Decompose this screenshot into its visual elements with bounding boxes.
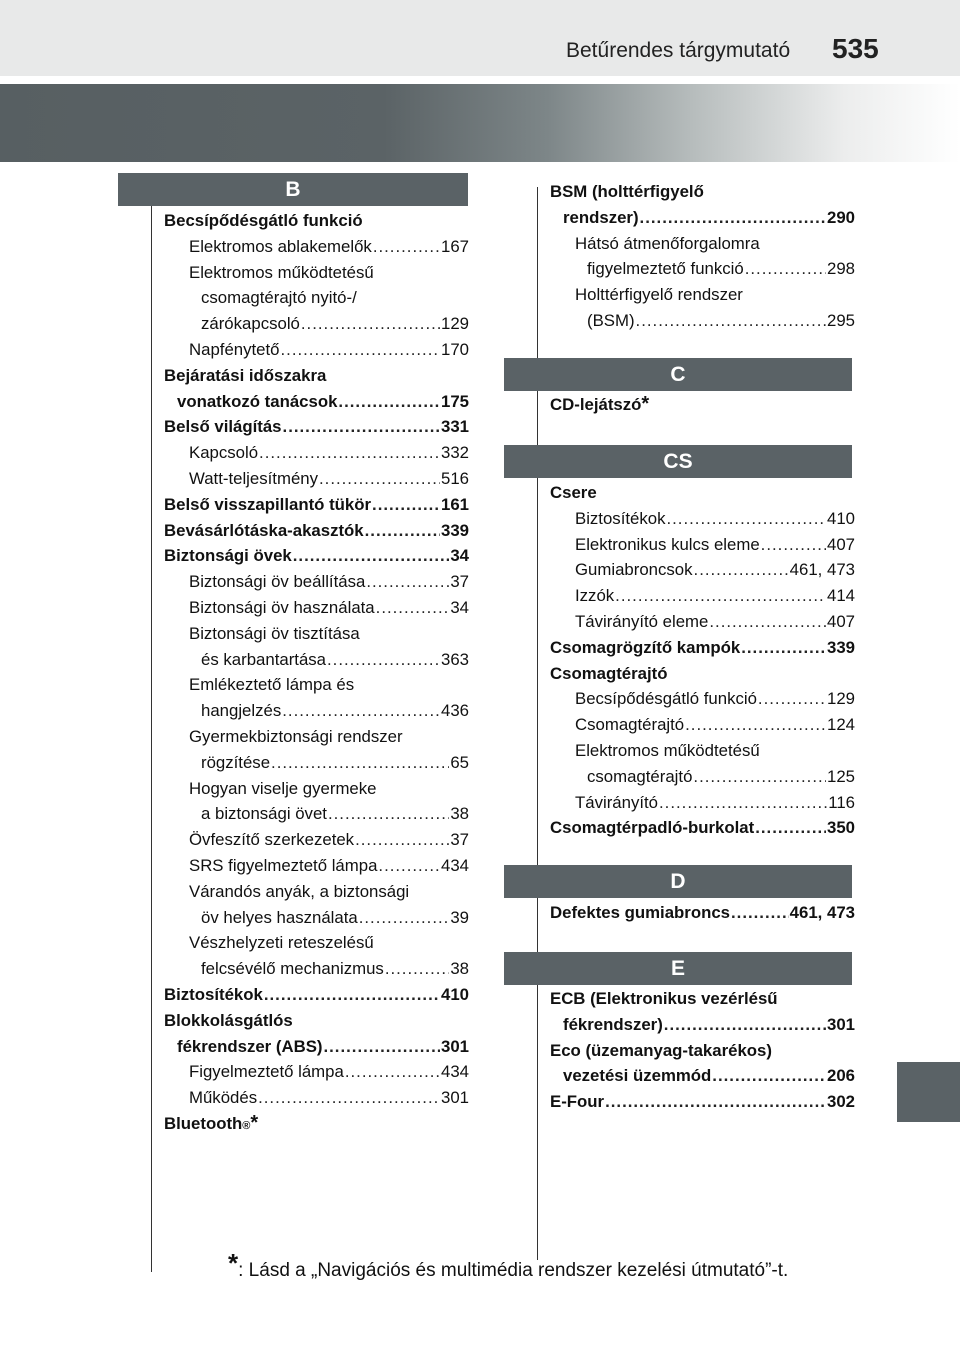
entry-page-ref: 434 (441, 855, 469, 875)
index-entry (164, 285, 469, 311)
column-divider-line (537, 187, 538, 1260)
entry-page-ref: 206 (827, 1066, 855, 1086)
index-column-c (550, 392, 855, 418)
index-entry (164, 956, 469, 982)
index-entry (550, 583, 855, 609)
dot-leader (745, 256, 826, 282)
dot-leader (283, 414, 440, 440)
entry-term: Bevásárlótáska-akasztók (164, 520, 364, 540)
entry-page-ref: 414 (827, 586, 855, 606)
index-entry (164, 260, 469, 286)
entry-term: és karbantartása (201, 649, 326, 669)
entry-page-ref: 161 (441, 494, 469, 514)
entry-term: fékrendszer (ABS) (177, 1036, 323, 1056)
section-letter-cs: CS (504, 445, 852, 478)
entry-term: Vészhelyzeti reteszelésű (189, 933, 374, 953)
dot-leader (758, 686, 826, 712)
entry-term: Blokkolásgátlós (164, 1010, 293, 1030)
dot-leader (636, 308, 826, 334)
index-entry (550, 308, 855, 334)
entry-term: Övfeszítő szerkezetek (189, 830, 355, 850)
entry-page-ref: 332 (441, 443, 469, 463)
entry-page-ref: 34 (450, 597, 469, 617)
dot-leader (741, 635, 826, 661)
index-entry (164, 363, 469, 389)
footnote (228, 1248, 789, 1284)
index-entry (164, 337, 469, 363)
index-entry (550, 1063, 855, 1089)
dot-leader (640, 205, 826, 231)
entry-term: Becsípődésgátló funkció (164, 211, 363, 230)
page-number: 535 (832, 33, 879, 64)
dot-leader (328, 801, 449, 827)
entry-page-ref: 331 (441, 417, 469, 437)
index-entry (550, 738, 855, 764)
entry-term: Várandós anyák, a biztonsági (189, 881, 410, 901)
entry-term: Bejáratási időszakra (164, 365, 327, 385)
entry-term: BSM (holttérfigyelő (550, 182, 704, 201)
entry-term: Biztosítékok (164, 984, 263, 1004)
entry-page-ref: 339 (827, 637, 855, 657)
index-column-d (550, 900, 855, 926)
entry-term: rendszer) (563, 207, 639, 227)
dot-leader (372, 492, 440, 518)
dot-leader (659, 790, 827, 816)
section-letter-d: D (504, 865, 852, 898)
entry-term: Csomagrögzítő kampók (550, 637, 741, 657)
left-margin-line (151, 187, 152, 1272)
entry-page-ref: 116 (828, 792, 855, 812)
entry-term: Csomagtérajtó (575, 715, 685, 735)
dot-leader (359, 905, 450, 931)
entry-term: Gyermekbiztonsági rendszer (189, 726, 403, 746)
entry-page-ref: 298 (827, 259, 855, 279)
index-entry (550, 179, 855, 205)
dot-leader (761, 532, 826, 558)
index-entry (164, 1008, 469, 1034)
entry-page-ref: 461, 473 (789, 560, 855, 580)
entry-page-ref: 37 (450, 830, 469, 850)
index-entry (550, 231, 855, 257)
entry-term: Biztonsági öv beállítása (189, 572, 366, 592)
index-column-bsm (550, 179, 855, 334)
entry-page-ref: 350 (827, 818, 855, 838)
entry-term: Hogyan viselje gyermeke (189, 778, 377, 798)
section-letter-e: E (504, 952, 852, 985)
index-entry (164, 1034, 469, 1060)
index-entry (550, 1012, 855, 1038)
index-entry (164, 1059, 469, 1085)
entry-page-ref: 129 (441, 314, 469, 334)
entry-term: Becsípődésgátló funkció (575, 689, 757, 709)
entry-term: zárókapcsoló (201, 314, 300, 334)
index-entry (164, 543, 469, 569)
index-entry (550, 256, 855, 282)
index-entry (164, 982, 469, 1008)
entry-page-ref: 65 (450, 752, 469, 772)
entry-term: Hátsó átmenőforgalomra (575, 233, 760, 253)
index-entry (164, 698, 469, 724)
index-entry (164, 750, 469, 776)
index-entry (550, 609, 855, 635)
decorative-banner (0, 84, 960, 162)
entry-term: Elektronikus kulcs eleme (575, 534, 760, 554)
entry-term: Watt-teljesítmény (189, 468, 318, 488)
section-letter-c: C (504, 358, 852, 391)
entry-term: öv helyes használata (201, 907, 358, 927)
entry-page-ref: 37 (450, 572, 469, 592)
index-entry (164, 234, 469, 260)
header-bar (0, 0, 960, 76)
entry-page-ref: 410 (827, 508, 855, 528)
entry-page-ref: 301 (441, 1088, 469, 1108)
entry-term: Biztonsági övek (164, 546, 292, 566)
dot-leader (666, 506, 826, 532)
dot-leader (385, 956, 450, 982)
dot-leader (271, 750, 449, 776)
entry-term: Gumiabroncsok (575, 560, 693, 580)
index-entry (550, 532, 855, 558)
index-entry (164, 879, 469, 905)
section-letter-b: B (118, 173, 468, 206)
index-entry (164, 440, 469, 466)
entry-page-ref: 170 (441, 339, 469, 359)
dot-leader (731, 900, 789, 926)
entry-page-ref: 434 (441, 1062, 469, 1082)
index-entry (550, 764, 855, 790)
index-entry (164, 492, 469, 518)
entry-term: Elektromos működtetésű (575, 740, 760, 760)
index-entry: CD-lejátszó * (550, 392, 855, 418)
entry-term: ECB (Elektronikus vezérlésű (550, 989, 778, 1008)
index-entry (164, 905, 469, 931)
entry-term: Működés (189, 1088, 258, 1108)
index-entry (164, 466, 469, 492)
entry-term: Holttérfigyelő rendszer (575, 285, 743, 305)
entry-term: Emlékeztető lámpa és (189, 675, 355, 695)
dot-leader (345, 1059, 440, 1085)
entry-page-ref: 125 (827, 766, 855, 786)
dot-leader (685, 712, 826, 738)
entry-term: Biztonsági öv tisztítása (189, 623, 360, 643)
entry-term: Csomagtérajtó (550, 663, 668, 683)
index-entry (550, 480, 855, 506)
index-entry (164, 311, 469, 337)
dot-leader (366, 569, 449, 595)
index-entry (164, 930, 469, 956)
entry-term: Belső visszapillantó tükör (164, 494, 372, 514)
index-column-cs (550, 480, 855, 841)
dot-leader (376, 595, 450, 621)
dot-leader (605, 1089, 826, 1115)
index-entry (164, 1085, 469, 1111)
index-entry (550, 900, 855, 926)
dot-leader (755, 815, 826, 841)
section-tab-marker (897, 1062, 960, 1122)
dot-leader (378, 853, 440, 879)
dot-leader (259, 440, 440, 466)
dot-leader (712, 1063, 826, 1089)
index-entry (164, 518, 469, 544)
index-entry (164, 776, 469, 802)
index-entry (550, 1038, 855, 1064)
entry-term: CD-lejátszó (550, 395, 642, 414)
entry-term: Távirányító eleme (575, 611, 709, 631)
footnote-star: * (228, 1248, 239, 1278)
index-entry (550, 282, 855, 308)
index-column-b (164, 208, 469, 1137)
index-entry (550, 506, 855, 532)
entry-term: fékrendszer) (563, 1014, 663, 1034)
entry-term: rögzítése (201, 752, 271, 772)
footnote-text: : Lásd a „Navigációs és multimédia rendszer kezelési útmutató”-t. (238, 1260, 789, 1281)
index-entry (164, 853, 469, 879)
page-title: Betűrendes tárgymutató (566, 39, 791, 62)
dot-leader (373, 234, 440, 260)
index-column-e (550, 986, 855, 1115)
entry-term: Izzók (575, 586, 615, 606)
entry-term: Defektes gumiabroncs (550, 903, 730, 922)
entry-page-ref: 407 (827, 611, 855, 631)
entry-term: Napfénytető (189, 339, 280, 359)
index-entry (550, 790, 855, 816)
dot-leader (281, 337, 441, 363)
dot-leader (709, 609, 826, 635)
index-entry (164, 208, 469, 234)
entry-page-ref: 410 (441, 984, 469, 1004)
entry-page-ref: 407 (827, 534, 855, 554)
index-entry (164, 801, 469, 827)
index-entry (550, 986, 855, 1012)
entry-term: Figyelmeztető lámpa (189, 1062, 344, 1082)
entry-page-ref: 302 (827, 1092, 855, 1112)
entry-page-ref: 175 (441, 391, 469, 411)
entry-term: Biztonsági öv használata (189, 597, 375, 617)
entry-page-ref: 436 (441, 701, 469, 721)
entry-term: Biztosítékok (575, 508, 666, 528)
entry-term: Belső világítás (164, 417, 282, 437)
entry-page-ref: 516 (441, 468, 469, 488)
entry-term: vonatkozó tanácsok (177, 391, 338, 411)
dot-leader (258, 1085, 440, 1111)
entry-term: Csere (550, 483, 597, 502)
index-entry (550, 205, 855, 231)
entry-page-ref: 38 (450, 804, 469, 824)
entry-term: E-Four (550, 1092, 605, 1112)
index-entry (550, 635, 855, 661)
index-entry (164, 672, 469, 698)
entry-page-ref: 39 (450, 907, 469, 927)
dot-leader (365, 518, 440, 544)
entry-page-ref: 363 (441, 649, 469, 669)
index-entry (550, 712, 855, 738)
entry-page-ref: 38 (450, 959, 469, 979)
index-entry (550, 1089, 855, 1115)
dot-leader (264, 982, 440, 1008)
dot-leader (319, 466, 440, 492)
entry-page-ref: 129 (827, 689, 855, 709)
entry-term: Csomagtérpadló-burkolat (550, 818, 755, 838)
entry-term: Elektromos ablakemelők (189, 236, 372, 256)
index-entry (550, 661, 855, 687)
index-entry (164, 569, 469, 595)
dot-leader (338, 389, 440, 415)
entry-page-ref: 167 (441, 236, 469, 256)
dot-leader (693, 764, 826, 790)
dot-leader (293, 543, 450, 569)
entry-term: Távirányító (575, 792, 659, 812)
index-entry (164, 647, 469, 673)
entry-page-ref: 34 (450, 546, 469, 566)
entry-term: SRS figyelmeztető lámpa (189, 855, 378, 875)
dot-leader (282, 698, 440, 724)
entry-term: figyelmeztető funkció (587, 259, 744, 279)
index-entry (550, 815, 855, 841)
dot-leader (323, 1034, 440, 1060)
entry-page-ref: 301 (441, 1036, 469, 1056)
index-entry (164, 724, 469, 750)
entry-page-ref: 461, 473 (789, 903, 855, 922)
entry-term: Bluetooth (164, 1113, 243, 1133)
entry-term: csomagtérajtó nyitó-/ (201, 288, 357, 308)
entry-term: vezetési üzemmód (563, 1066, 712, 1086)
dot-leader (327, 647, 440, 673)
dot-leader (694, 557, 789, 583)
entry-term: Kapcsoló (189, 443, 259, 463)
index-entry (164, 827, 469, 853)
dot-leader (355, 827, 449, 853)
entry-page-ref: 295 (827, 310, 855, 330)
entry-term: csomagtérajtó (587, 766, 693, 786)
entry-page-ref: 339 (441, 520, 469, 540)
entry-page-ref: 124 (827, 715, 855, 735)
index-entry (550, 686, 855, 712)
dot-leader (664, 1012, 826, 1038)
dot-leader (301, 311, 440, 337)
entry-term: Elektromos működtetésű (189, 262, 374, 282)
entry-page-ref: 301 (827, 1014, 855, 1034)
entry-term: (BSM) (587, 310, 635, 330)
entry-term: a biztonsági övet (201, 804, 327, 824)
entry-term: felcsévélő mechanizmus (201, 959, 384, 979)
entry-page-ref: 290 (827, 207, 855, 227)
index-entry (164, 389, 469, 415)
index-entry (550, 557, 855, 583)
entry-term: hangjelzés (201, 701, 282, 721)
index-entry (164, 595, 469, 621)
index-entry (164, 621, 469, 647)
index-entry (164, 414, 469, 440)
entry-term: Eco (üzemanyag-takarékos) (550, 1040, 772, 1060)
index-entry: Bluetooth ® * (164, 1111, 469, 1137)
dot-leader (615, 583, 826, 609)
